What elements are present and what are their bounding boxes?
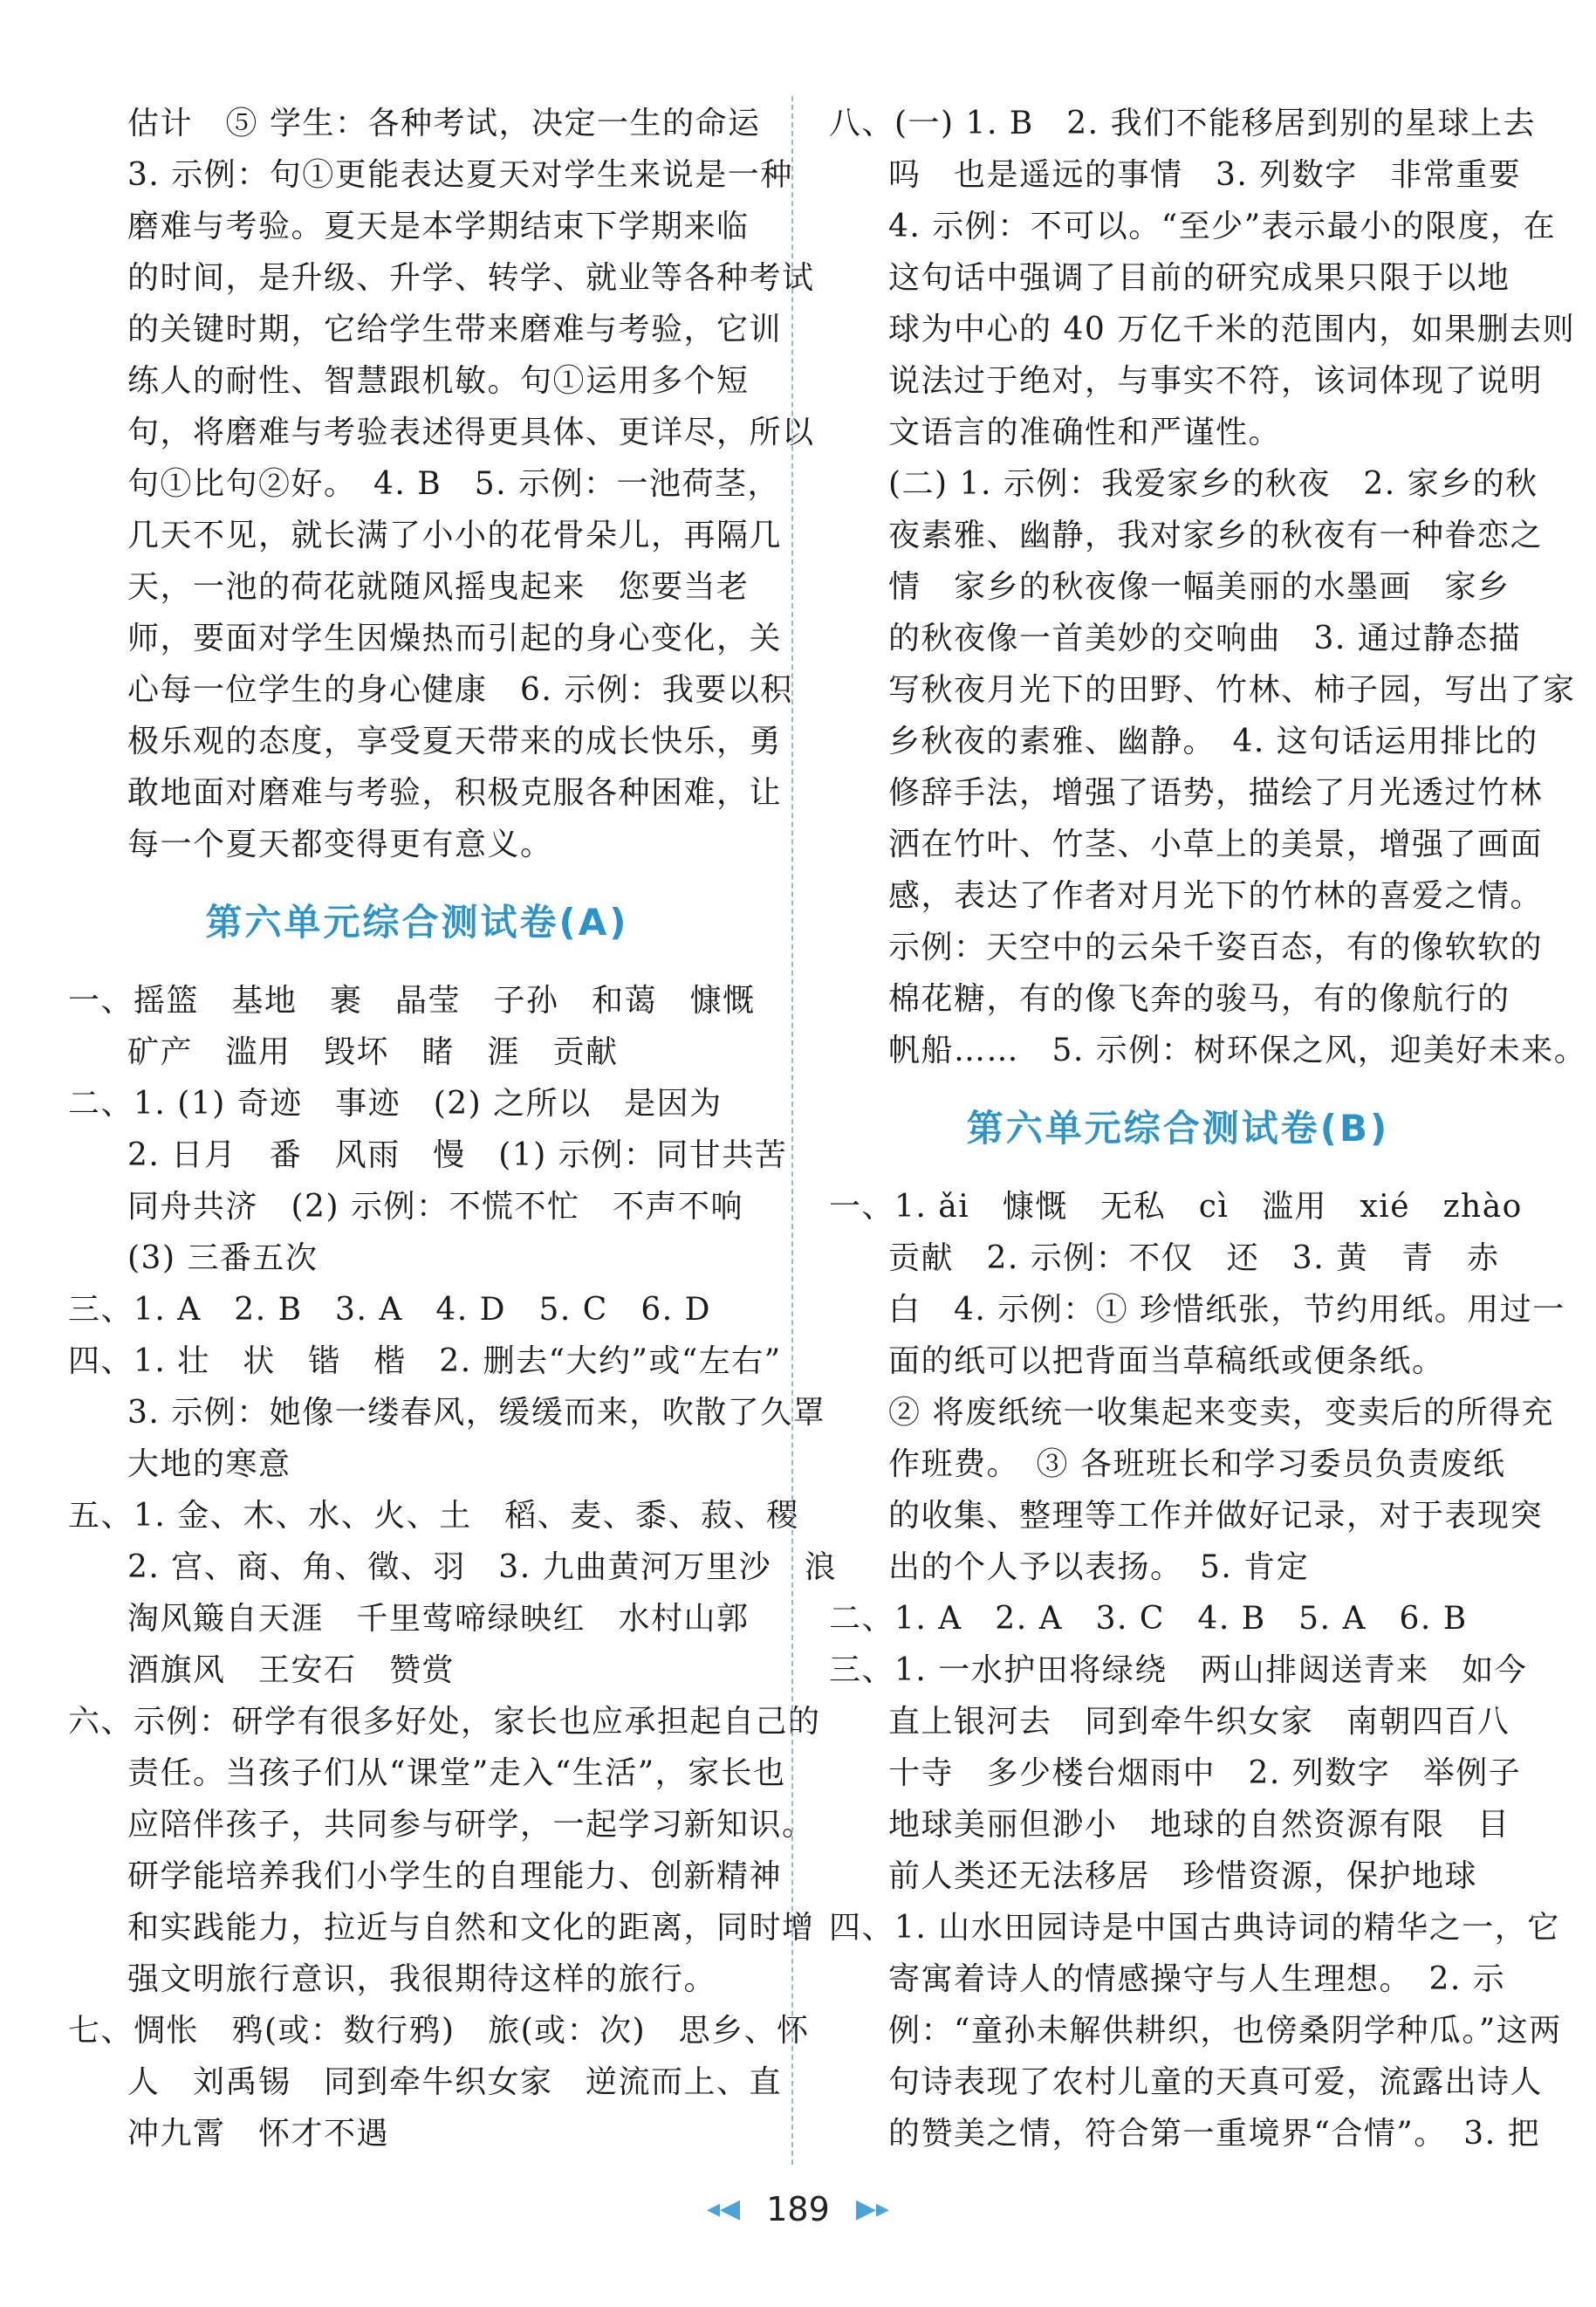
answer-line: 2. 日月 番 风雨 慢 (1) 示例：同甘共苦 xyxy=(127,1137,788,1173)
answer-line: 这句话中强调了目前的研究成果只限于以地 xyxy=(888,260,1510,296)
answer-line: 棉花糖，有的像飞奔的骏马，有的像航行的 xyxy=(888,981,1510,1017)
answer-line: 责任。当孩子们从“课堂”走入“生活”，家长也 xyxy=(127,1755,786,1791)
answer-line: 洒在竹叶、竹茎、小草上的美景，增强了画面 xyxy=(888,827,1544,862)
answer-line: 大地的寒意 xyxy=(127,1446,291,1482)
answer-line: 二、1. A 2. A 3. C 4. B 5. A 6. B xyxy=(829,1601,1468,1637)
answer-line: 三、1. A 2. B 3. A 4. D 5. C 6. D xyxy=(68,1292,711,1328)
answer-line: 敢地面对磨难与考验，积极克服各种困难，让 xyxy=(127,775,783,811)
answer-line: 说法过于绝对，与事实不符，该词体现了说明 xyxy=(888,363,1544,399)
answer-line: 乡秋夜的素雅、幽静。 4. 这句话运用排比的 xyxy=(888,724,1538,759)
answer-line: 句①比句②好。 4. B 5. 示例：一池荷茎， xyxy=(127,466,781,502)
answer-line: 出的个人予以表扬。 5. 肯定 xyxy=(888,1549,1310,1585)
answer-line: 应陪伴孩子，共同参与研学，一起学习新知识。 xyxy=(127,1807,815,1843)
answer-line: 天，一池的荷花就随风摇曳起来 您要当老 xyxy=(127,569,750,605)
answer-line: 句，将磨难与考验表述得更具体、更详尽，所以 xyxy=(127,415,815,450)
answer-line: 极乐观的态度，享受夏天带来的成长快乐，勇 xyxy=(127,724,783,759)
column-divider xyxy=(791,96,793,2165)
answer-line: (3) 三番五次 xyxy=(127,1240,319,1276)
answer-line: 冲九霄 怀才不遇 xyxy=(127,2116,390,2152)
answer-line: 的关键时期，它给学生带来磨难与考验，它训 xyxy=(127,312,783,347)
answer-line: 矿产 滥用 毁坏 睹 涯 贡献 xyxy=(127,1034,619,1070)
answer-line: 八、(一) 1. B 2. 我们不能移居到别的星球上去 xyxy=(829,106,1537,141)
next-arrows-icon: ▶▸ xyxy=(855,2193,889,2224)
answer-line: 四、1. 壮 状 锴 楷 2. 删去“大约”或“左右” xyxy=(68,1343,782,1379)
answer-line: 球为中心的 40 万亿千米的范围内，如果删去则 xyxy=(888,312,1576,347)
answer-line: 情 家乡的秋夜像一幅美丽的水墨画 家乡 xyxy=(888,569,1510,605)
answer-line: 练人的耐性、智慧跟机敏。句①运用多个短 xyxy=(127,363,750,399)
answer-line: 贡献 2. 示例：不仅 还 3. 黄 青 赤 xyxy=(888,1240,1500,1276)
answer-line: ② 将废纸统一收集起来变卖，变卖后的所得充 xyxy=(888,1395,1554,1431)
answer-line: 文语言的准确性和严谨性。 xyxy=(888,415,1282,450)
answer-line: 强文明旅行意识，我很期待这样的旅行。 xyxy=(127,1961,717,1997)
answer-line: 写秋夜月光下的田野、竹林、柿子园，写出了家 xyxy=(888,672,1576,708)
answer-line: 一、摇篮 基地 裹 晶莹 子孙 和蔼 慷慨 xyxy=(68,983,756,1019)
answer-line: 面的纸可以把背面当草稿纸或便条纸。 xyxy=(888,1343,1445,1379)
answer-line: 作班费。 ③ 各班班长和学习委员负责废纸 xyxy=(888,1446,1506,1482)
answer-line: 一、1. ǎi 慷慨 无私 cì 滥用 xié zhào xyxy=(829,1189,1523,1225)
answer-line: 句诗表现了农村儿童的天真可爱，流露出诗人 xyxy=(888,2064,1544,2100)
answer-line: 研学能培养我们小学生的自理能力、创新精神 xyxy=(127,1858,783,1894)
answer-line: 寄寓着诗人的情感操守与人生理想。 2. 示 xyxy=(888,1961,1506,1997)
answer-line: 夜素雅、幽静，我对家乡的秋夜有一种眷恋之 xyxy=(888,518,1544,553)
answer-line: 同舟共济 (2) 示例：不慌不忙 不声不响 xyxy=(127,1189,743,1225)
answer-line: 直上银河去 同到牵牛织女家 南朝四百八 xyxy=(888,1704,1510,1740)
answer-line: 示例：天空中的云朵千姿百态，有的像软软的 xyxy=(888,930,1544,965)
answer-line: 师，要面对学生因燥热而引起的身心变化，关 xyxy=(127,621,783,656)
answer-line: 例：“童孙未解供耕织，也傍桑阴学种瓜。”这两 xyxy=(888,2013,1562,2049)
answer-line: 估计 ⑤ 学生：各种考试，决定一生的命运 xyxy=(127,106,761,141)
page-footer xyxy=(0,2182,1596,2231)
answer-line: 修辞手法，增强了语势，描绘了月光透过竹林 xyxy=(888,775,1544,811)
answer-line: 的秋夜像一首美妙的交响曲 3. 通过静态描 xyxy=(888,621,1522,656)
answer-line: 地球美丽但渺小 地球的自然资源有限 目 xyxy=(888,1807,1510,1843)
prev-arrows-icon: ◂◀ xyxy=(707,2193,741,2224)
answer-line: 磨难与考验。夏天是本学期结束下学期来临 xyxy=(127,209,750,244)
section-heading: 第六单元综合测试卷(A) xyxy=(205,901,629,944)
answer-line: 3. 示例：句①更能表达夏天对学生来说是一种 xyxy=(127,157,793,193)
answer-line: 的赞美之情，符合第一重境界“合情”。 3. 把 xyxy=(888,2116,1541,2152)
answer-line: 的收集、整理等工作并做好记录，对于表现突 xyxy=(888,1498,1544,1534)
answer-line: (二) 1. 示例：我爱家乡的秋夜 2. 家乡的秋 xyxy=(888,466,1538,502)
section-heading: 第六单元综合测试卷(B) xyxy=(966,1107,1390,1150)
answer-line: 三、1. 一水护田将绿绕 两山排闼送青来 如今 xyxy=(829,1652,1528,1688)
page-number: 189 xyxy=(766,2189,830,2228)
answer-line: 3. 示例：她像一缕春风，缓缓而来，吹散了久罩 xyxy=(127,1395,826,1431)
answer-line: 心每一位学生的身心健康 6. 示例：我要以积 xyxy=(127,672,793,708)
answer-line: 酒旗风 王安石 赞赏 xyxy=(127,1652,456,1688)
answer-line: 人 刘禹锡 同到牵牛织女家 逆流而上、直 xyxy=(127,2064,783,2100)
answer-line: 的时间，是升级、升学、转学、就业等各种考试 xyxy=(127,260,815,296)
answer-line: 前人类还无法移居 珍惜资源，保护地球 xyxy=(888,1858,1478,1894)
answer-line: 几天不见，就长满了小小的花骨朵儿，再隔几 xyxy=(127,518,783,553)
answer-line: 四、1. 山水田园诗是中国古典诗词的精华之一，它 xyxy=(829,1910,1560,1946)
answer-line: 帆船…… 5. 示例：树环保之风，迎美好未来。 xyxy=(888,1033,1587,1068)
answer-line: 2. 宫、商、角、徵、羽 3. 九曲黄河万里沙 浪 xyxy=(127,1549,838,1585)
answer-line: 和实践能力，拉近与自然和文化的距离，同时增 xyxy=(127,1910,815,1946)
answer-line: 感，表达了作者对月光下的竹林的喜爱之情。 xyxy=(888,878,1544,914)
answer-line: 二、1. (1) 奇迹 事迹 (2) 之所以 是因为 xyxy=(68,1086,723,1122)
left-column xyxy=(68,98,838,2159)
right-column xyxy=(829,98,1587,2159)
answer-line: 淘风簸自天涯 千里莺啼绿映红 水村山郭 xyxy=(127,1601,750,1637)
answer-line: 每一个夏天都变得更有意义。 xyxy=(127,827,553,862)
answer-line: 五、1. 金、木、水、火、土 稻、麦、黍、菽、稷 xyxy=(68,1498,799,1534)
answer-line: 十寺 多少楼台烟雨中 2. 列数字 举例子 xyxy=(888,1755,1522,1791)
answer-line: 七、惆怅 鸦(或：数行鸦) 旅(或：次) 思乡、怀 xyxy=(68,2013,810,2049)
answer-line: 白 4. 示例：① 珍惜纸张，节约用纸。用过一 xyxy=(888,1292,1565,1328)
answer-line: 六、示例：研学有很多好处，家长也应承担起自己的 xyxy=(68,1704,821,1740)
answer-line: 4. 示例：不可以。“至少”表示最小的限度，在 xyxy=(888,209,1557,244)
answer-line: 吗 也是遥远的事情 3. 列数字 非常重要 xyxy=(888,157,1522,193)
